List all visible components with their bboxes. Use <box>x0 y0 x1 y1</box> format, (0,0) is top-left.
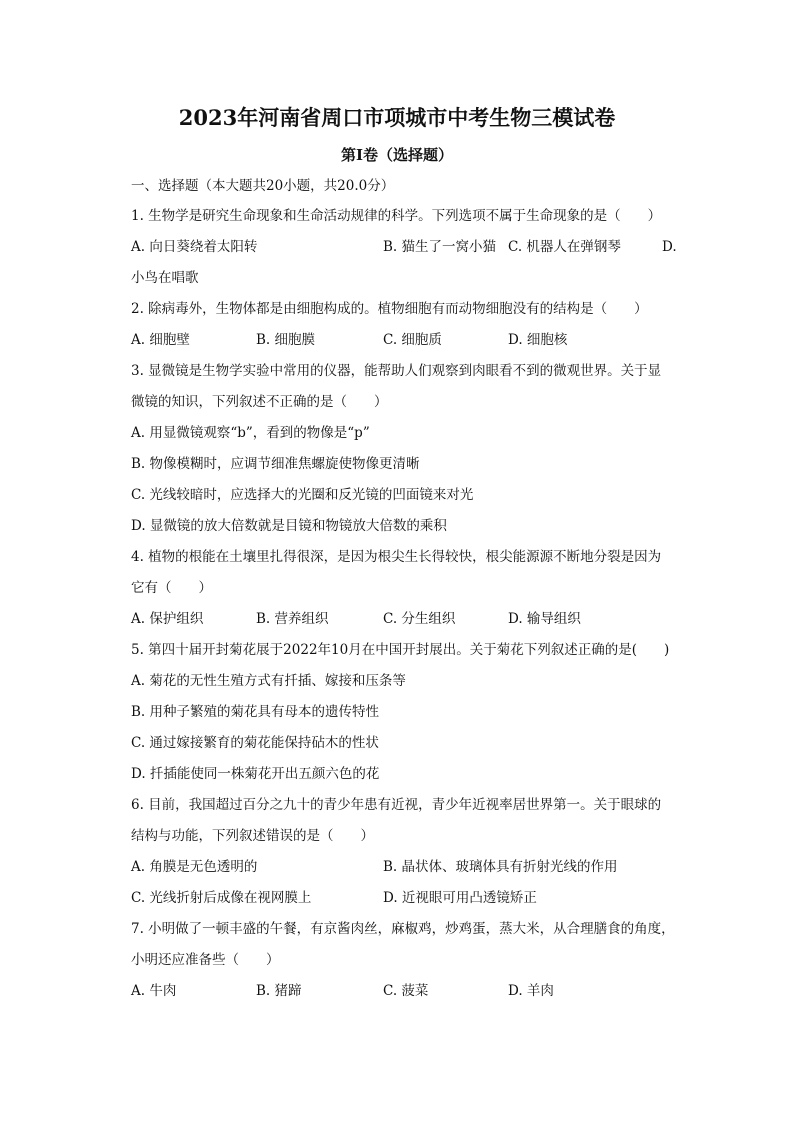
option-a: A. 牛肉 <box>131 983 177 999</box>
option-b: B. 物像模糊时，应调节细准焦螺旋使物像更清晰 <box>131 456 420 472</box>
question-4 <box>131 544 691 637</box>
option-row <box>131 885 691 916</box>
question-6 <box>131 792 691 916</box>
question-1 <box>131 203 691 296</box>
option-b: B. 细胞膜 <box>256 332 316 348</box>
section-heading: 一、选择题（本大题共20小题，共20.0分） <box>131 178 395 194</box>
volume-subtitle: 第Ⅰ卷（选择题） <box>340 146 454 164</box>
option-b: B. 晶状体、玻璃体具有折射光线的作用 <box>383 859 618 875</box>
exam-title: 2023年河南省周口市项城市中考生物三模试卷 <box>178 105 616 130</box>
option-d: D. 显微镜的放大倍数就是目镜和物镜放大倍数的乘积 <box>131 518 447 534</box>
question-stem-cont: 它有（ ） <box>131 580 212 596</box>
option-b: B. 营养组织 <box>256 611 329 627</box>
question-stem: 7. 小明做了一顿丰盛的午餐，有京酱肉丝，麻椒鸡，炒鸡蛋，蒸大米，从合理膳食的角度， <box>131 921 675 937</box>
option-a: A. 向日葵绕着太阳转 <box>131 239 258 255</box>
option-c: C. 通过嫁接繁育的菊花能保持砧木的性状 <box>131 735 379 751</box>
question-list <box>131 203 691 1009</box>
option-b: B. 用种子繁殖的菊花具有母本的遗传特性 <box>131 704 380 720</box>
option-b: B. 猫生了一窝小猫 <box>383 239 497 255</box>
question-7 <box>131 916 691 1009</box>
option-row <box>131 327 691 358</box>
option-a: A. 角膜是无色透明的 <box>131 859 258 875</box>
question-stem: 6. 目前，我国超过百分之九十的青少年患有近视，青少年近视率居世界第一。关于眼球的 <box>131 797 662 813</box>
question-stem: 3. 显微镜是生物学实验中常用的仪器，能帮助人们观察到肉眼看不到的微观世界。关于显 <box>131 363 662 379</box>
option-row <box>131 978 691 1009</box>
option-a: A. 菊花的无性生殖方式有扦插、嫁接和压条等 <box>131 673 406 689</box>
question-stem: 1. 生物学是研究生命现象和生命活动规律的科学。下列选项不属于生命现象的是（ ） <box>131 208 662 224</box>
question-stem: 5. 第四十届开封菊花展于2022年10月在中国开封展出。关于菊花下列叙述正确的是( ) <box>131 642 670 658</box>
option-a: A. 用显微镜观察“b”，看到的物像是“p” <box>131 425 370 441</box>
question-2 <box>131 296 691 358</box>
option-d: D. <box>662 239 677 255</box>
option-row <box>131 234 691 265</box>
option-c: C. 细胞质 <box>383 332 442 348</box>
option-c: C. 菠菜 <box>383 983 429 999</box>
option-d-text: 小鸟在唱歌 <box>131 270 199 286</box>
option-c: C. 光线折射后成像在视网膜上 <box>131 890 312 906</box>
question-stem-cont: 微镜的知识，下列叙述不正确的是（ ） <box>131 394 388 410</box>
option-d: D. 扦插能使同一株菊花开出五颜六色的花 <box>131 766 380 782</box>
option-row <box>131 606 691 637</box>
option-c: C. 光线较暗时，应选择大的光圈和反光镜的凹面镜来对光 <box>131 487 474 503</box>
option-b: B. 猪蹄 <box>256 983 302 999</box>
option-c: C. 机器人在弹钢琴 <box>508 239 621 255</box>
option-d: D. 输导组织 <box>508 611 581 627</box>
option-a: A. 细胞壁 <box>131 332 190 348</box>
question-stem-cont: 小明还应准备些（ ） <box>131 952 280 968</box>
option-d: D. 羊肉 <box>508 983 554 999</box>
question-stem: 2. 除病毒外，生物体都是由细胞构成的。植物细胞有而动物细胞没有的结构是（ ） <box>131 301 648 317</box>
option-d: D. 近视眼可用凸透镜矫正 <box>383 890 537 906</box>
option-d: D. 细胞核 <box>508 332 568 348</box>
question-3 <box>131 358 691 544</box>
question-5 <box>131 637 691 792</box>
option-c: C. 分生组织 <box>383 611 456 627</box>
option-row <box>131 854 691 885</box>
option-a: A. 保护组织 <box>131 611 204 627</box>
question-stem: 4. 植物的根能在土壤里扎得很深，是因为根尖生长得较快，根尖能源源不断地分裂是因为 <box>131 549 662 565</box>
question-stem-cont: 结构与功能，下列叙述错误的是（ ） <box>131 828 374 844</box>
